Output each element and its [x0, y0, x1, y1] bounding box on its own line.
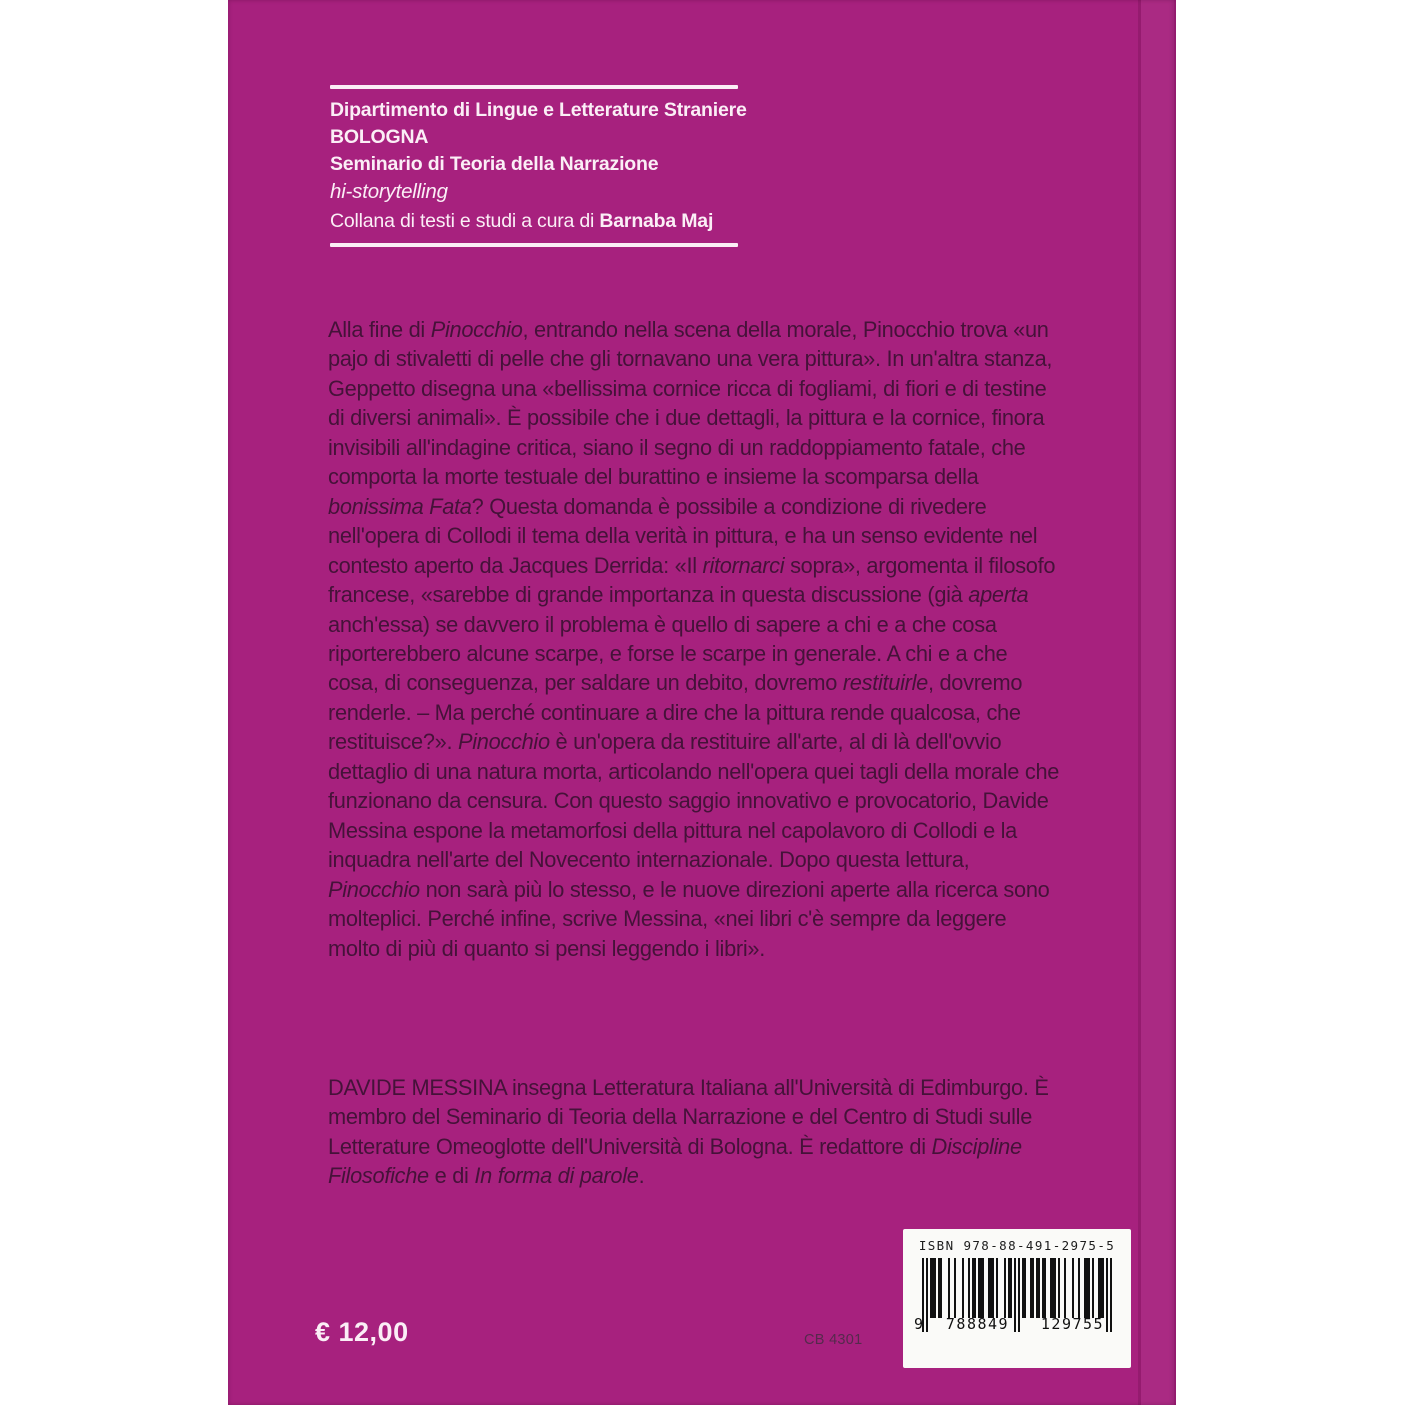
- author-bio: DAVIDE MESSINA insegna Letteratura Italiana all'Università di Edimburgo. È membro del Seminario di Teoria della Narrazione e del Centro di Studi sulle Letterature Omeoglotte dell'Università di Bologna. È redattore di Discipline Filosofiche e di In forma di parole.: [328, 1075, 1049, 1189]
- book-back-cover: [228, 0, 1176, 1405]
- imprint-city: BOLOGNA: [330, 126, 429, 148]
- imprint-department: Dipartimento di Lingue e Letterature Straniere: [330, 99, 747, 121]
- isbn-digits: [914, 1317, 1120, 1332]
- imprint-rule-bottom: [330, 243, 738, 247]
- print-code: CB 4301: [804, 1332, 863, 1348]
- isbn-digit-first: 9: [914, 1315, 925, 1333]
- imprint-series-name: hi-storytelling: [330, 180, 448, 203]
- blurb-paragraph: Alla fine di Pinocchio, entrando nella scena della morale, Pinocchio trova «un pajo di stivaletti di pelle che gli tornavano una vera pittura». In un'altra stanza, Geppetto disegna una «bellissima cornice ricca di fogliami, di fiori e di testine di diversi animali». È possibile che i due dettagli, la pittura e la cornice, finora invisibili all'indagine critica, siano il segno di un raddoppiamento fatale, che comporta la morte testuale del burattino e insieme la scomparsa della bonissima Fata? Questa domanda è possibile a condizione di rivedere nell'opera di Collodi il tema della verità in pittura, e ha un senso evidente nel contesto aperto da Jacques Derrida: «Il ritornarci sopra», argomenta il filosofo francese, «sarebbe di grande importanza in questa discussione (già aperta anch'essa) se davvero il problema è quello di sapere a chi e a che cosa riporterebbero alcune scarpe, e forse le scarpe in generale. A chi e a che cosa, di conseguenza, per saldare un debito, dovremo restituirle, dovremo renderle. – Ma perché continuare a dire che la pittura rende qualcosa, che restituisce?». Pinocchio è un'opera da restituire all'arte, al di là dell'ovvio dettaglio di una natura morta, articolando nell'opera quei tagli della morale che funzionano da censura. Con questo saggio innovativo e provocatorio, Davide Messina espone la metamorfosi della pittura nel capolavoro di Collodi e la inquadra nell'arte del Novecento internazionale. Dopo questa lettura, Pinocchio non sarà più lo stesso, e le nuove direzioni aperte alla ricerca sono molteplici. Perché infine, scrive Messina, «nei libri c'è sempre da leggere molto di più di quanto si pensi leggendo i libri».: [328, 317, 1060, 961]
- isbn-box: [903, 1229, 1131, 1368]
- imprint-collana-prefix: Collana di testi e studi a cura di: [330, 210, 600, 232]
- imprint-collana-editor: Barnaba Maj: [599, 210, 714, 232]
- imprint-seminar: Seminario di Teoria della Narrazione: [330, 153, 659, 175]
- isbn-digits-left: 788849: [945, 1315, 1010, 1333]
- imprint-rule-top: [330, 85, 738, 89]
- isbn-label: ISBN 978-88-491-2975-5: [918, 1238, 1116, 1253]
- cover-crease: [1138, 0, 1141, 1405]
- price-label: € 12,00: [315, 1317, 409, 1347]
- isbn-digits-right: 129755: [1040, 1315, 1105, 1333]
- imprint-series-editor-line: [330, 210, 713, 233]
